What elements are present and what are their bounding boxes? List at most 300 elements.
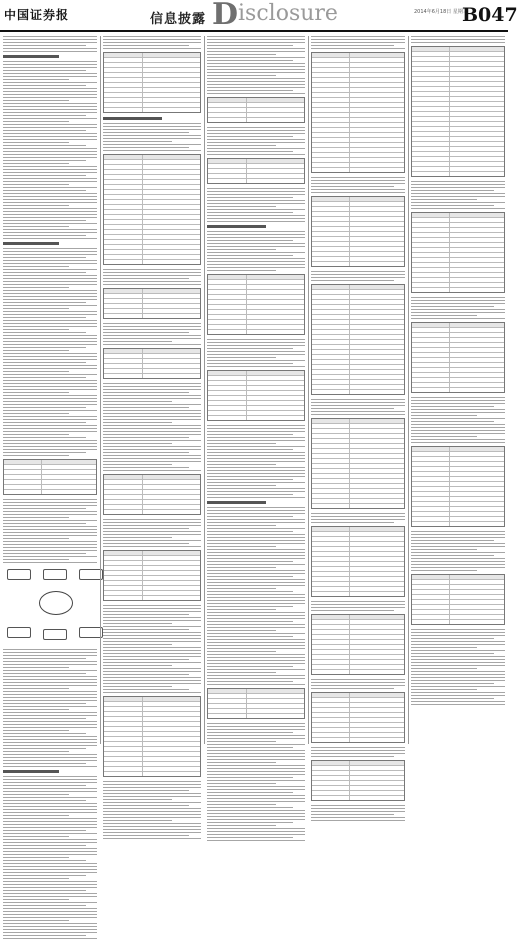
- masthead: [0, 0, 518, 32]
- text-line: [411, 531, 505, 532]
- column-rule: [408, 36, 409, 744]
- text-line: [3, 881, 97, 882]
- text-line: [207, 270, 276, 271]
- text-line: [207, 357, 276, 358]
- text-line: [207, 630, 276, 631]
- table-row: [104, 510, 200, 514]
- text-line: [3, 869, 97, 870]
- column-2: [103, 36, 201, 744]
- text-line: [207, 443, 276, 444]
- text-line: [103, 383, 201, 384]
- text-line: [3, 157, 97, 158]
- text-line: [3, 872, 97, 873]
- text-line: [3, 887, 97, 888]
- text-line: [311, 180, 405, 181]
- text-line: [103, 458, 201, 459]
- text-line: [3, 296, 97, 297]
- text-line: [207, 66, 305, 67]
- text-line: [103, 278, 189, 279]
- text-line: [207, 825, 276, 826]
- text-line: [311, 817, 405, 818]
- text-line: [207, 540, 305, 541]
- text-line: [3, 163, 69, 164]
- text-line: [3, 278, 97, 279]
- table-row: [312, 504, 404, 508]
- text-line: [207, 431, 305, 432]
- text-line: [3, 800, 86, 801]
- text-line: [311, 607, 405, 608]
- text-line: [103, 138, 201, 139]
- text-line: [3, 410, 97, 411]
- financial-table: [103, 288, 201, 319]
- text-line: [207, 639, 305, 640]
- text-line: [207, 738, 305, 739]
- text-line: [3, 320, 97, 321]
- text-line: [103, 787, 201, 788]
- text-line: [207, 246, 305, 247]
- text-line: [207, 39, 305, 40]
- text-line: [411, 704, 505, 705]
- text-line: [3, 754, 97, 755]
- text-line: [3, 395, 97, 396]
- text-line: [103, 805, 189, 806]
- text-line: [3, 121, 69, 122]
- text-line: [103, 39, 201, 40]
- text-line: [3, 760, 97, 761]
- text-line: [207, 440, 305, 441]
- text-line: [207, 780, 305, 781]
- text-line: [207, 348, 293, 349]
- text-line: [207, 203, 305, 204]
- text-line: [411, 315, 477, 316]
- text-line: [311, 685, 405, 686]
- text-line: [207, 543, 305, 544]
- text-line: [207, 819, 305, 820]
- text-line: [411, 647, 477, 648]
- text-line: [207, 354, 305, 355]
- text-line: [411, 653, 494, 654]
- text-line: [103, 45, 189, 46]
- text-line: [3, 559, 69, 560]
- text-line: [207, 345, 305, 346]
- text-line: [3, 730, 69, 731]
- text-line: [207, 366, 305, 367]
- structure-diagram: [3, 567, 97, 645]
- text-line: [207, 648, 305, 649]
- text-line: [3, 511, 97, 512]
- text-line: [3, 815, 69, 816]
- text-line: [103, 422, 172, 423]
- text-line: [311, 519, 405, 520]
- text-line: [3, 79, 69, 80]
- text-line: [411, 567, 505, 568]
- text-line: [3, 287, 69, 288]
- text-line: [411, 400, 505, 401]
- table-row: [104, 596, 200, 600]
- text-line: [207, 777, 293, 778]
- text-line: [3, 917, 97, 918]
- text-line: [207, 51, 305, 52]
- text-line: [3, 455, 69, 456]
- text-line: [311, 747, 405, 748]
- text-line: [207, 240, 293, 241]
- text-line: [207, 723, 305, 724]
- text-line: [3, 712, 97, 713]
- text-line: [207, 342, 305, 343]
- text-line: [3, 338, 97, 339]
- text-line: [207, 522, 305, 523]
- text-line: [3, 914, 97, 915]
- text-line: [103, 275, 201, 276]
- text-line: [207, 90, 293, 91]
- text-line: [3, 676, 97, 677]
- text-line: [3, 920, 69, 921]
- text-line: [207, 428, 305, 429]
- text-line: [207, 212, 293, 213]
- text-line: [207, 188, 305, 189]
- text-line: [311, 192, 405, 193]
- text-line: [411, 297, 505, 298]
- text-line: [3, 806, 97, 807]
- text-line: [411, 641, 505, 642]
- text-line: [311, 408, 394, 409]
- table-row: [208, 416, 304, 420]
- text-line: [3, 709, 69, 710]
- text-line: [103, 401, 172, 402]
- text-line: [3, 685, 97, 686]
- diagram-center-node: [39, 591, 73, 615]
- issue-date: 2014年6月18日 星期三: [414, 9, 468, 15]
- text-line: [103, 662, 201, 663]
- table-row: [208, 118, 304, 122]
- text-line: [207, 801, 305, 802]
- text-line: [207, 564, 305, 565]
- text-line: [3, 538, 69, 539]
- page-body: [3, 36, 505, 746]
- text-line: [207, 570, 305, 571]
- text-line: [207, 209, 305, 210]
- text-line: [311, 402, 405, 403]
- text-line: [3, 347, 86, 348]
- text-line: [3, 499, 97, 500]
- text-line: [103, 416, 201, 417]
- text-line: [207, 657, 305, 658]
- text-line: [207, 510, 305, 511]
- financial-table: [311, 284, 405, 395]
- text-line: [207, 221, 305, 222]
- table-row: [208, 714, 304, 718]
- text-line: [3, 136, 97, 137]
- text-line: [207, 633, 305, 634]
- text-line: [411, 181, 505, 182]
- text-line: [411, 659, 505, 660]
- subheading: [3, 770, 59, 773]
- text-line: [3, 863, 97, 864]
- text-line: [103, 790, 189, 791]
- subheading: [103, 117, 162, 120]
- text-line: [207, 513, 305, 514]
- text-line: [3, 275, 97, 276]
- text-line: [3, 151, 97, 152]
- text-line: [103, 793, 201, 794]
- text-line: [3, 344, 97, 345]
- text-line: [411, 418, 505, 419]
- text-line: [207, 753, 305, 754]
- text-line: [3, 437, 86, 438]
- text-line: [207, 151, 293, 152]
- text-line: [411, 424, 505, 425]
- text-line: [3, 416, 97, 417]
- text-line: [3, 703, 86, 704]
- text-line: [207, 237, 305, 238]
- text-line: [103, 635, 201, 636]
- text-line: [3, 238, 97, 239]
- text-line: [103, 470, 201, 471]
- text-line: [411, 549, 477, 550]
- text-line: [103, 605, 201, 606]
- text-line: [207, 197, 293, 198]
- text-line: [207, 255, 293, 256]
- text-line: [3, 547, 97, 548]
- text-line: [3, 398, 97, 399]
- text-line: [103, 419, 201, 420]
- column-4: [311, 36, 405, 744]
- text-line: [3, 64, 97, 65]
- table-row: [104, 374, 200, 378]
- text-line: [207, 618, 305, 619]
- text-line: [3, 664, 97, 665]
- text-line: [103, 123, 201, 124]
- text-line: [411, 412, 505, 413]
- text-line: [3, 926, 97, 927]
- financial-table: [411, 46, 505, 177]
- text-line: [207, 243, 305, 244]
- text-line: [311, 48, 405, 49]
- text-line: [411, 202, 505, 203]
- text-line: [3, 809, 97, 810]
- text-line: [3, 70, 86, 71]
- text-line: [311, 814, 394, 815]
- text-line: [3, 85, 86, 86]
- text-line: [411, 689, 477, 690]
- text-line: [207, 57, 305, 58]
- table-row: [208, 179, 304, 183]
- financial-table: [207, 158, 305, 184]
- text-line: [3, 532, 97, 533]
- text-line: [103, 659, 189, 660]
- text-line: [411, 650, 505, 651]
- text-line: [3, 848, 97, 849]
- text-line: [311, 186, 394, 187]
- text-line: [103, 626, 201, 627]
- text-line: [3, 311, 97, 312]
- text-line: [3, 175, 86, 176]
- text-line: [103, 799, 172, 800]
- text-line: [103, 665, 172, 666]
- text-line: [3, 130, 86, 131]
- text-line: [3, 691, 97, 692]
- text-line: [207, 491, 305, 492]
- text-line: [411, 629, 505, 630]
- text-line: [103, 144, 201, 145]
- text-line: [311, 820, 405, 821]
- text-line: [103, 452, 189, 453]
- text-line: [103, 272, 201, 273]
- text-line: [3, 544, 97, 545]
- text-line: [3, 911, 97, 912]
- financial-table: [207, 688, 305, 719]
- section-title-cn: 信息披露: [150, 12, 207, 27]
- text-line: [311, 522, 394, 523]
- text-line: [103, 608, 201, 609]
- text-line: [207, 804, 276, 805]
- text-line: [207, 783, 276, 784]
- text-line: [103, 838, 201, 839]
- text-line: [103, 449, 201, 450]
- text-line: [207, 588, 276, 589]
- text-line: [3, 694, 97, 695]
- text-line: [3, 763, 86, 764]
- text-line: [207, 606, 293, 607]
- text-line: [3, 706, 97, 707]
- text-line: [3, 48, 97, 49]
- text-line: [103, 410, 201, 411]
- text-line: [311, 756, 394, 757]
- text-line: [207, 645, 305, 646]
- text-line: [411, 537, 505, 538]
- text-line: [3, 199, 97, 200]
- text-line: [3, 389, 97, 390]
- text-line: [411, 555, 494, 556]
- page-number: B047: [462, 4, 518, 26]
- text-line: [411, 36, 505, 37]
- text-line: [103, 692, 201, 693]
- financial-table: [103, 550, 201, 601]
- table-row: [412, 522, 504, 526]
- text-line: [207, 54, 276, 55]
- text-line: [207, 136, 293, 137]
- text-line: [411, 534, 505, 535]
- text-line: [103, 614, 189, 615]
- table-row: [104, 772, 200, 776]
- text-line: [3, 211, 97, 212]
- table-row: [312, 796, 404, 800]
- text-line: [103, 811, 201, 812]
- text-line: [103, 434, 201, 435]
- text-line: [207, 747, 293, 748]
- text-line: [207, 594, 305, 595]
- text-line: [3, 502, 97, 503]
- text-line: [3, 541, 97, 542]
- text-line: [207, 467, 305, 468]
- text-line: [3, 842, 97, 843]
- text-line: [207, 663, 305, 664]
- text-line: [311, 177, 405, 178]
- financial-table: [103, 52, 201, 113]
- table-row: [312, 738, 404, 742]
- financial-table: [207, 370, 305, 421]
- text-line: [3, 181, 97, 182]
- text-line: [103, 814, 201, 815]
- text-line: [411, 205, 494, 206]
- text-line: [207, 267, 305, 268]
- text-line: [207, 669, 305, 670]
- text-line: [3, 839, 97, 840]
- text-line: [207, 834, 305, 835]
- text-line: [207, 154, 305, 155]
- text-line: [3, 422, 86, 423]
- text-line: [3, 404, 97, 405]
- text-line: [411, 409, 505, 410]
- text-line: [311, 45, 394, 46]
- text-line: [3, 929, 97, 930]
- text-line: [311, 601, 405, 602]
- text-line: [3, 251, 97, 252]
- text-line: [207, 63, 305, 64]
- text-line: [103, 147, 189, 148]
- text-line: [3, 718, 86, 719]
- text-line: [207, 552, 305, 553]
- text-line: [3, 39, 97, 40]
- text-line: [3, 380, 97, 381]
- text-line: [207, 48, 305, 49]
- text-line: [3, 323, 97, 324]
- text-line: [3, 220, 86, 221]
- text-line: [103, 683, 201, 684]
- section-title-initial: D: [212, 0, 239, 32]
- text-line: [103, 135, 201, 136]
- text-line: [207, 470, 305, 471]
- text-line: [103, 802, 201, 803]
- text-line: [311, 516, 405, 517]
- text-line: [207, 93, 305, 94]
- text-line: [3, 299, 97, 300]
- text-line: [311, 750, 405, 751]
- text-line: [207, 642, 305, 643]
- text-line: [3, 205, 69, 206]
- text-line: [103, 647, 201, 648]
- text-line: [207, 351, 305, 352]
- text-line: [3, 91, 97, 92]
- text-line: [207, 494, 293, 495]
- text-line: [207, 252, 305, 253]
- table-row: [312, 670, 404, 674]
- text-line: [103, 680, 201, 681]
- text-line: [207, 72, 305, 73]
- text-line: [3, 673, 86, 674]
- text-line: [103, 820, 172, 821]
- text-line: [3, 745, 97, 746]
- text-line: [207, 206, 276, 207]
- text-line: [3, 248, 97, 249]
- text-line: [311, 42, 405, 43]
- text-line: [311, 753, 405, 754]
- text-line: [103, 132, 189, 133]
- text-line: [103, 42, 201, 43]
- text-line: [311, 411, 405, 412]
- text-line: [3, 655, 97, 656]
- text-line: [311, 271, 405, 272]
- text-line: [103, 323, 201, 324]
- financial-table: [311, 418, 405, 509]
- text-line: [207, 81, 305, 82]
- text-line: [3, 748, 86, 749]
- text-line: [3, 305, 97, 306]
- text-line: [411, 318, 505, 319]
- text-line: [3, 776, 97, 777]
- text-line: [3, 854, 97, 855]
- text-line: [207, 482, 305, 483]
